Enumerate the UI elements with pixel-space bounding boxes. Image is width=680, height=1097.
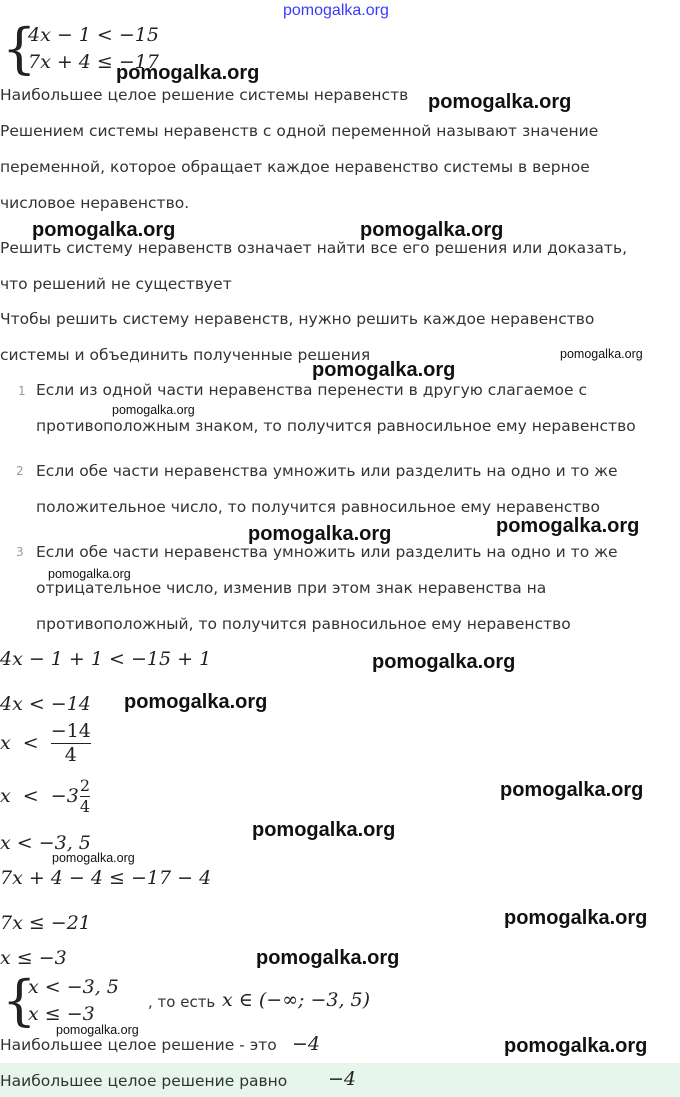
fraction-numerator: 2 [79, 775, 90, 795]
watermark: pomogalka.org [428, 91, 572, 113]
system-inequality-2: 7x + 4 ≤ −17 [28, 51, 159, 73]
theory-line: Решить систему неравенств означает найти все его решения или доказать, [0, 239, 628, 257]
fraction-denominator: 4 [79, 796, 90, 816]
rule-line: Если обе части неравенства умножить или разделить на одно и то же [36, 543, 618, 561]
watermark: pomogalka.org [116, 62, 260, 84]
rule-line: противоположный, то получится равносильное ему неравенство [36, 615, 571, 633]
system-inequality-1: 4x − 1 < −15 [28, 24, 159, 46]
watermark: pomogalka.org [360, 219, 504, 241]
rule-number: 3 [16, 545, 24, 559]
step-1: 4x − 1 + 1 < −15 + 1 [0, 648, 212, 670]
rule-number: 2 [16, 464, 24, 478]
rule-line: Если обе части неравенства умножить или разделить на одно и то же [36, 462, 618, 480]
step-3-lhs: x < [0, 732, 51, 754]
fraction-numerator: −14 [50, 719, 91, 742]
result-inequality-1: x < −3, 5 [28, 976, 119, 998]
theory-line: числовое неравенство. [0, 194, 190, 212]
rule-line: Если из одной части неравенства перенести в другую слагаемое с [36, 381, 588, 399]
watermark: pomogalka.org [252, 819, 396, 841]
rule-number: 1 [18, 384, 26, 398]
solution-interval: x ∈ (−∞; −3, 5) [222, 989, 371, 1011]
step-6: 7x + 4 − 4 ≤ −17 − 4 [0, 867, 212, 889]
watermark: pomogalka.org [372, 651, 516, 673]
watermark: pomogalka.org [112, 403, 195, 417]
step-4-lhs: x < −3 [0, 785, 79, 807]
watermark-top: pomogalka.org [283, 2, 389, 19]
fraction [80, 777, 90, 815]
theory-line: Чтобы решить систему неравенств, нужно решить каждое неравенство [0, 310, 595, 328]
step-5: x < −3, 5 [0, 832, 91, 854]
watermark: pomogalka.org [48, 567, 131, 581]
fraction-denominator: 4 [64, 743, 77, 766]
step-7: 7x ≤ −21 [0, 912, 91, 934]
then-text: , то есть [148, 993, 216, 1011]
watermark: pomogalka.org [496, 515, 640, 537]
watermark: pomogalka.org [32, 219, 176, 241]
rule-line: противоположным знаком, то получится равносильное ему неравенство [36, 417, 636, 435]
fraction [51, 721, 91, 766]
result-brace: { [2, 969, 37, 1032]
theory-line: переменной, которое обращает каждое неравенство системы в верное [0, 158, 590, 176]
conclusion-value: −4 [292, 1033, 321, 1055]
watermark: pomogalka.org [312, 359, 456, 381]
watermark: pomogalka.org [504, 907, 648, 929]
watermark: pomogalka.org [56, 1023, 139, 1037]
system-brace: { [2, 17, 37, 80]
answer-value: −4 [328, 1068, 357, 1090]
watermark: pomogalka.org [256, 947, 400, 969]
step-4 [0, 772, 90, 820]
theory-line: системы и объединить полученные решения [0, 346, 371, 364]
watermark: pomogalka.org [52, 851, 135, 865]
watermark: pomogalka.org [504, 1035, 648, 1057]
answer-text: Наибольшее целое решение равно [0, 1072, 288, 1090]
step-8: x ≤ −3 [0, 947, 67, 969]
page-title: Наибольшее целое решение системы неравенств [0, 86, 409, 104]
watermark: pomogalka.org [248, 523, 392, 545]
step-2: 4x < −14 [0, 693, 91, 715]
theory-line: что решений не существует [0, 275, 232, 293]
theory-line: Решением системы неравенств с одной переменной называют значение [0, 122, 599, 140]
result-inequality-2: x ≤ −3 [28, 1003, 95, 1025]
rule-line: положительное число, то получится равносильное ему неравенство [36, 498, 601, 516]
conclusion-text: Наибольшее целое решение - это [0, 1036, 277, 1054]
watermark: pomogalka.org [500, 779, 644, 801]
step-3 [0, 718, 91, 768]
watermark: pomogalka.org [560, 347, 643, 361]
rule-line: отрицательное число, изменив при этом знак неравенства на [36, 579, 547, 597]
watermark: pomogalka.org [124, 691, 268, 713]
